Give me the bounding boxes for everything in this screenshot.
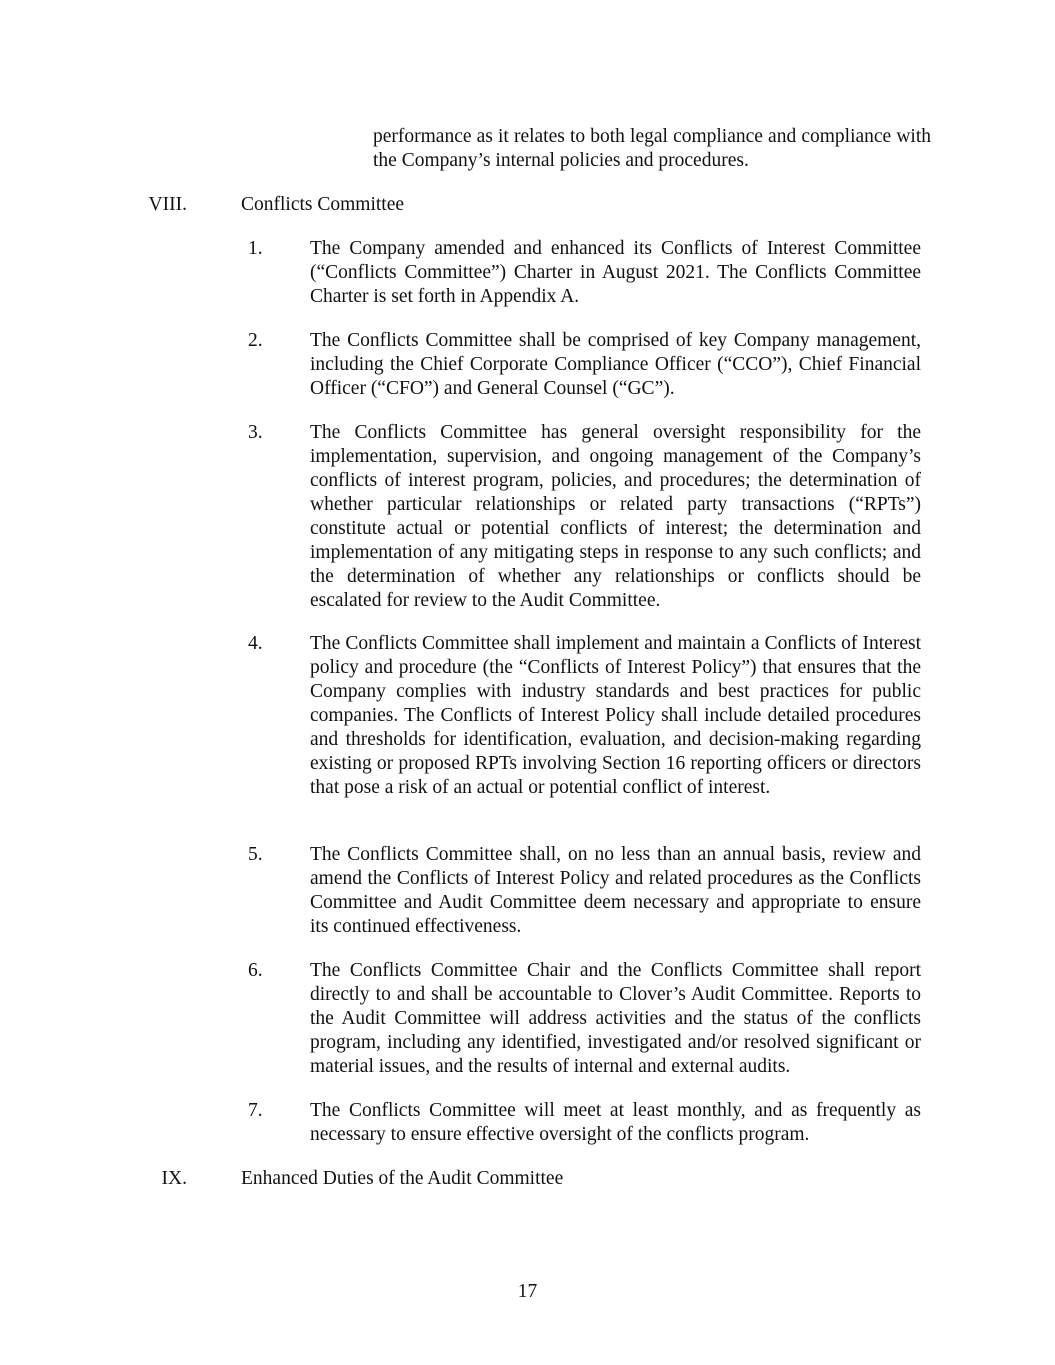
list-item-text: The Conflicts Committee shall be comprised of key Company management, including the Chief Corporate Compliance Officer (“CCO”), Chief Financial Officer (“CFO”) and General Counsel (“GC”). [310,330,921,399]
list-item-number: 3. [248,422,263,443]
list-item-text: The Conflicts Committee shall, on no less than an annual basis, review and amend the Conflicts of Interest Policy and related procedures as the Conflicts Committee and Audit Committee deem necessary and appropriate to ensure its continued effectiveness. [310,844,921,937]
list-item-number: 4. [248,633,263,654]
list-item-number: 1. [248,238,263,259]
section-number: IX. [161,1168,187,1189]
continuation-paragraph: performance as it relates to both legal compliance and compliance with the Company’s internal policies and procedures. [373,126,931,171]
list-item-number: 2. [248,330,263,351]
section-title: Conflicts Committee [241,194,405,215]
list-item-text: The Company amended and enhanced its Conflicts of Interest Committee (“Conflicts Committee”) Charter in August 2021. The Conflicts Committee Charter is set forth in Appendix A. [310,238,921,307]
list-item-text: The Conflicts Committee has general oversight responsibility for the implementation, supervision, and ongoing management of the Company’s conflicts of interest program, policies, and procedures; the determination of whether particular relationships or related party transactions (“RPTs”) constitute actual or potential conflicts of interest; the determination and implementation of any mitigating steps in response to any such conflicts; and the determination of whether any relationships or conflicts should be escalated for review to the Audit Committee. [310,422,921,611]
page-number: 17 [517,1281,538,1302]
list-item-number: 6. [248,960,263,981]
list-item-text: The Conflicts Committee shall implement and maintain a Conflicts of Interest policy and procedure (the “Conflicts of Interest Policy”) that ensures that the Company complies with industry standards and best practices for public companies. The Conflicts of Interest Policy shall include detailed procedures and thresholds for identification, evaluation, and decision-making regarding existing or proposed RPTs involving Section 16 reporting officers or directors that pose a risk of an actual or potential conflict of interest. [310,633,921,798]
section-number: VIII. [148,194,187,215]
list-item-number: 5. [248,844,263,865]
list-item-number: 7. [248,1100,263,1121]
list-item-text: The Conflicts Committee will meet at least monthly, and as frequently as necessary to ensure effective oversight of the conflicts program. [310,1100,921,1145]
list-item-text: The Conflicts Committee Chair and the Conflicts Committee shall report directly to and shall be accountable to Clover’s Audit Committee. Reports to the Audit Committee will address activities and the status of the conflicts program, including any identified, investigated and/or resolved significant or material issues, and the results of internal and external audits. [310,960,921,1077]
section-title: Enhanced Duties of the Audit Committee [241,1168,564,1189]
